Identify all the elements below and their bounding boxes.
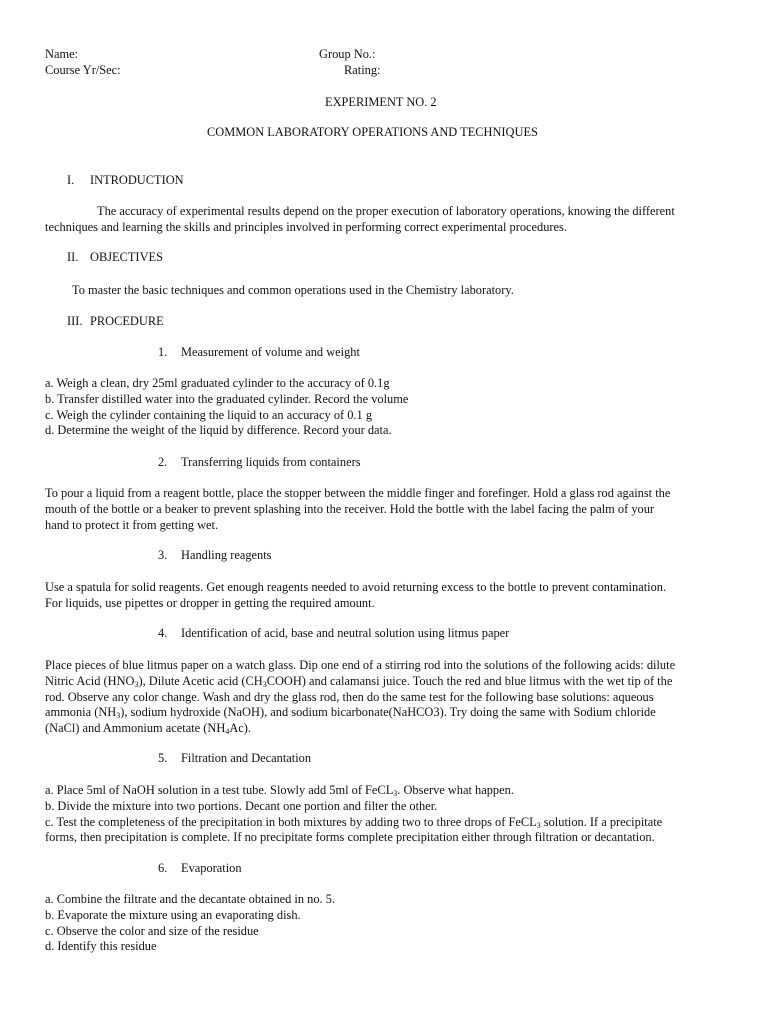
subscript: 3 [262, 679, 267, 689]
text-line: hand to protect it from getting wet. [45, 517, 219, 532]
section-title: INTRODUCTION [90, 173, 184, 187]
list-item: c. Observe the color and size of the residue [45, 923, 259, 938]
subscript: 3 [536, 820, 541, 830]
list-item: b. Transfer distilled water into the graduated cylinder. Record the volume [45, 391, 409, 406]
text-line: The accuracy of experimental results depend on the proper execution of laboratory operations, knowing the different [97, 204, 675, 218]
subscript: 3 [116, 711, 121, 721]
list-item: d. Identify this residue [45, 939, 157, 954]
step-6-body [45, 892, 723, 955]
text-line: Place pieces of blue litmus paper on a watch glass. Dip one end of a stirring rod into the solutions of the following acids: dilute [45, 658, 676, 672]
list-item: a. Place 5ml of NaOH solution in a test tube. Slowly add 5ml of FeCL$_3$. Observe what happen. [45, 783, 514, 798]
step-3-body [45, 580, 723, 612]
step-title: Evaporation [181, 861, 242, 875]
list-item: c. Test the completeness of the precipitation in both mixtures by adding two to three drops of FeCL$_3$ solution. If a precipitate [45, 814, 663, 830]
step-number: 6. [158, 861, 168, 875]
rating-label: Rating: [344, 63, 381, 77]
subscript: 3 [393, 789, 398, 798]
text-line: mouth of the bottle or a beaker to prevent splashing into the receiver. Hold the bottle with the label facing the palm of your [45, 501, 655, 516]
document-title: COMMON LABORATORY OPERATIONS AND TECHNIQUES [207, 125, 538, 139]
step-number: 3. [158, 548, 168, 562]
list-item: a. Weigh a clean, dry 25ml graduated cylinder to the accuracy of 0.1g [45, 376, 390, 390]
step-title: Identification of acid, base and neutral solution using litmus paper [181, 626, 510, 640]
list-item: d. Determine the weight of the liquid by difference. Record your data. [45, 423, 392, 438]
step-number: 2. [158, 455, 168, 469]
list-item: c. Weigh the cylinder containing the liquid to an accuracy of 0.1 g [45, 407, 373, 422]
section-numeral: III. [67, 314, 83, 328]
text-line: rod. Observe any color change. Wash and dry the glass rod, then do the same test for the following base solutions: aqueous [45, 689, 654, 704]
section-numeral: II. [67, 250, 79, 264]
step-heading-6 [158, 861, 242, 877]
list-item: a. Combine the filtrate and the decantate obtained in no. 5. [45, 892, 336, 906]
step-title: Transferring liquids from containers [181, 455, 361, 469]
step-number: 5. [158, 751, 168, 765]
section-heading-introduction [67, 173, 184, 189]
step-1-body [45, 376, 723, 439]
list-item: forms, then precipitation is complete. If no precipitate forms complete precipitation either through filtration or decantation. [45, 830, 655, 845]
text-line: Nitric Acid $(HNO_3)$, Dilute Acetic acid $(CH_3COOH)$ and calamansi juice. Touch the red and blue litmus with the wet tip of the [45, 673, 673, 689]
name-label: Name: [45, 47, 79, 61]
text-line: ammonia $(NH_3)$, sodium hydroxide (NaOH), and sodium bicarbonate(NaHCO3). Try doing the same with Sodium chloride [45, 705, 656, 721]
list-item: b. Evaporate the mixture using an evaporating dish. [45, 907, 301, 922]
group-label: Group No.: [319, 47, 376, 61]
step-title: Measurement of volume and weight [181, 345, 360, 359]
step-5-body [45, 783, 723, 846]
text-line: For liquids, use pipettes or dropper in getting the required amount. [45, 595, 375, 610]
course-label: Course Yr/Sec: [45, 63, 121, 77]
text-line: (NaCl) and Ammonium acetate $(NH_4Ac)$. [45, 721, 251, 737]
text-line: techniques and learning the skills and principles involved in performing correct experimental procedures. [45, 219, 567, 234]
text-line: Use a spatula for solid reagents. Get enough reagents needed to avoid returning excess to the bottle to prevent contamination. [45, 580, 667, 594]
step-heading-4 [158, 626, 509, 642]
step-2-body [45, 486, 723, 533]
step-heading-1 [158, 345, 360, 361]
step-heading-3 [158, 548, 272, 564]
section-heading-objectives [67, 250, 163, 266]
list-item: b. Divide the mixture into two portions. Decant one portion and filter the other. [45, 798, 438, 813]
section-heading-procedure [67, 314, 164, 330]
subscript: 4 [225, 727, 230, 737]
step-title: Handling reagents [181, 548, 272, 562]
step-number: 1. [158, 345, 168, 359]
experiment-number: EXPERIMENT NO. 2 [325, 95, 437, 109]
step-heading-5 [158, 751, 311, 767]
section-numeral: I. [67, 173, 75, 187]
subscript: 3 [134, 679, 139, 689]
section-title: PROCEDURE [90, 314, 164, 328]
step-number: 4. [158, 626, 168, 640]
step-title: Filtration and Decantation [181, 751, 312, 765]
introduction-paragraph [45, 204, 723, 236]
step-4-body [45, 658, 723, 737]
section-title: OBJECTIVES [90, 250, 163, 264]
step-heading-2 [158, 455, 361, 471]
text-line: To pour a liquid from a reagent bottle, place the stopper between the middle finger and forefinger. Hold a glass rod against the [45, 486, 671, 500]
objectives-text: To master the basic techniques and common operations used in the Chemistry laboratory. [72, 283, 514, 297]
